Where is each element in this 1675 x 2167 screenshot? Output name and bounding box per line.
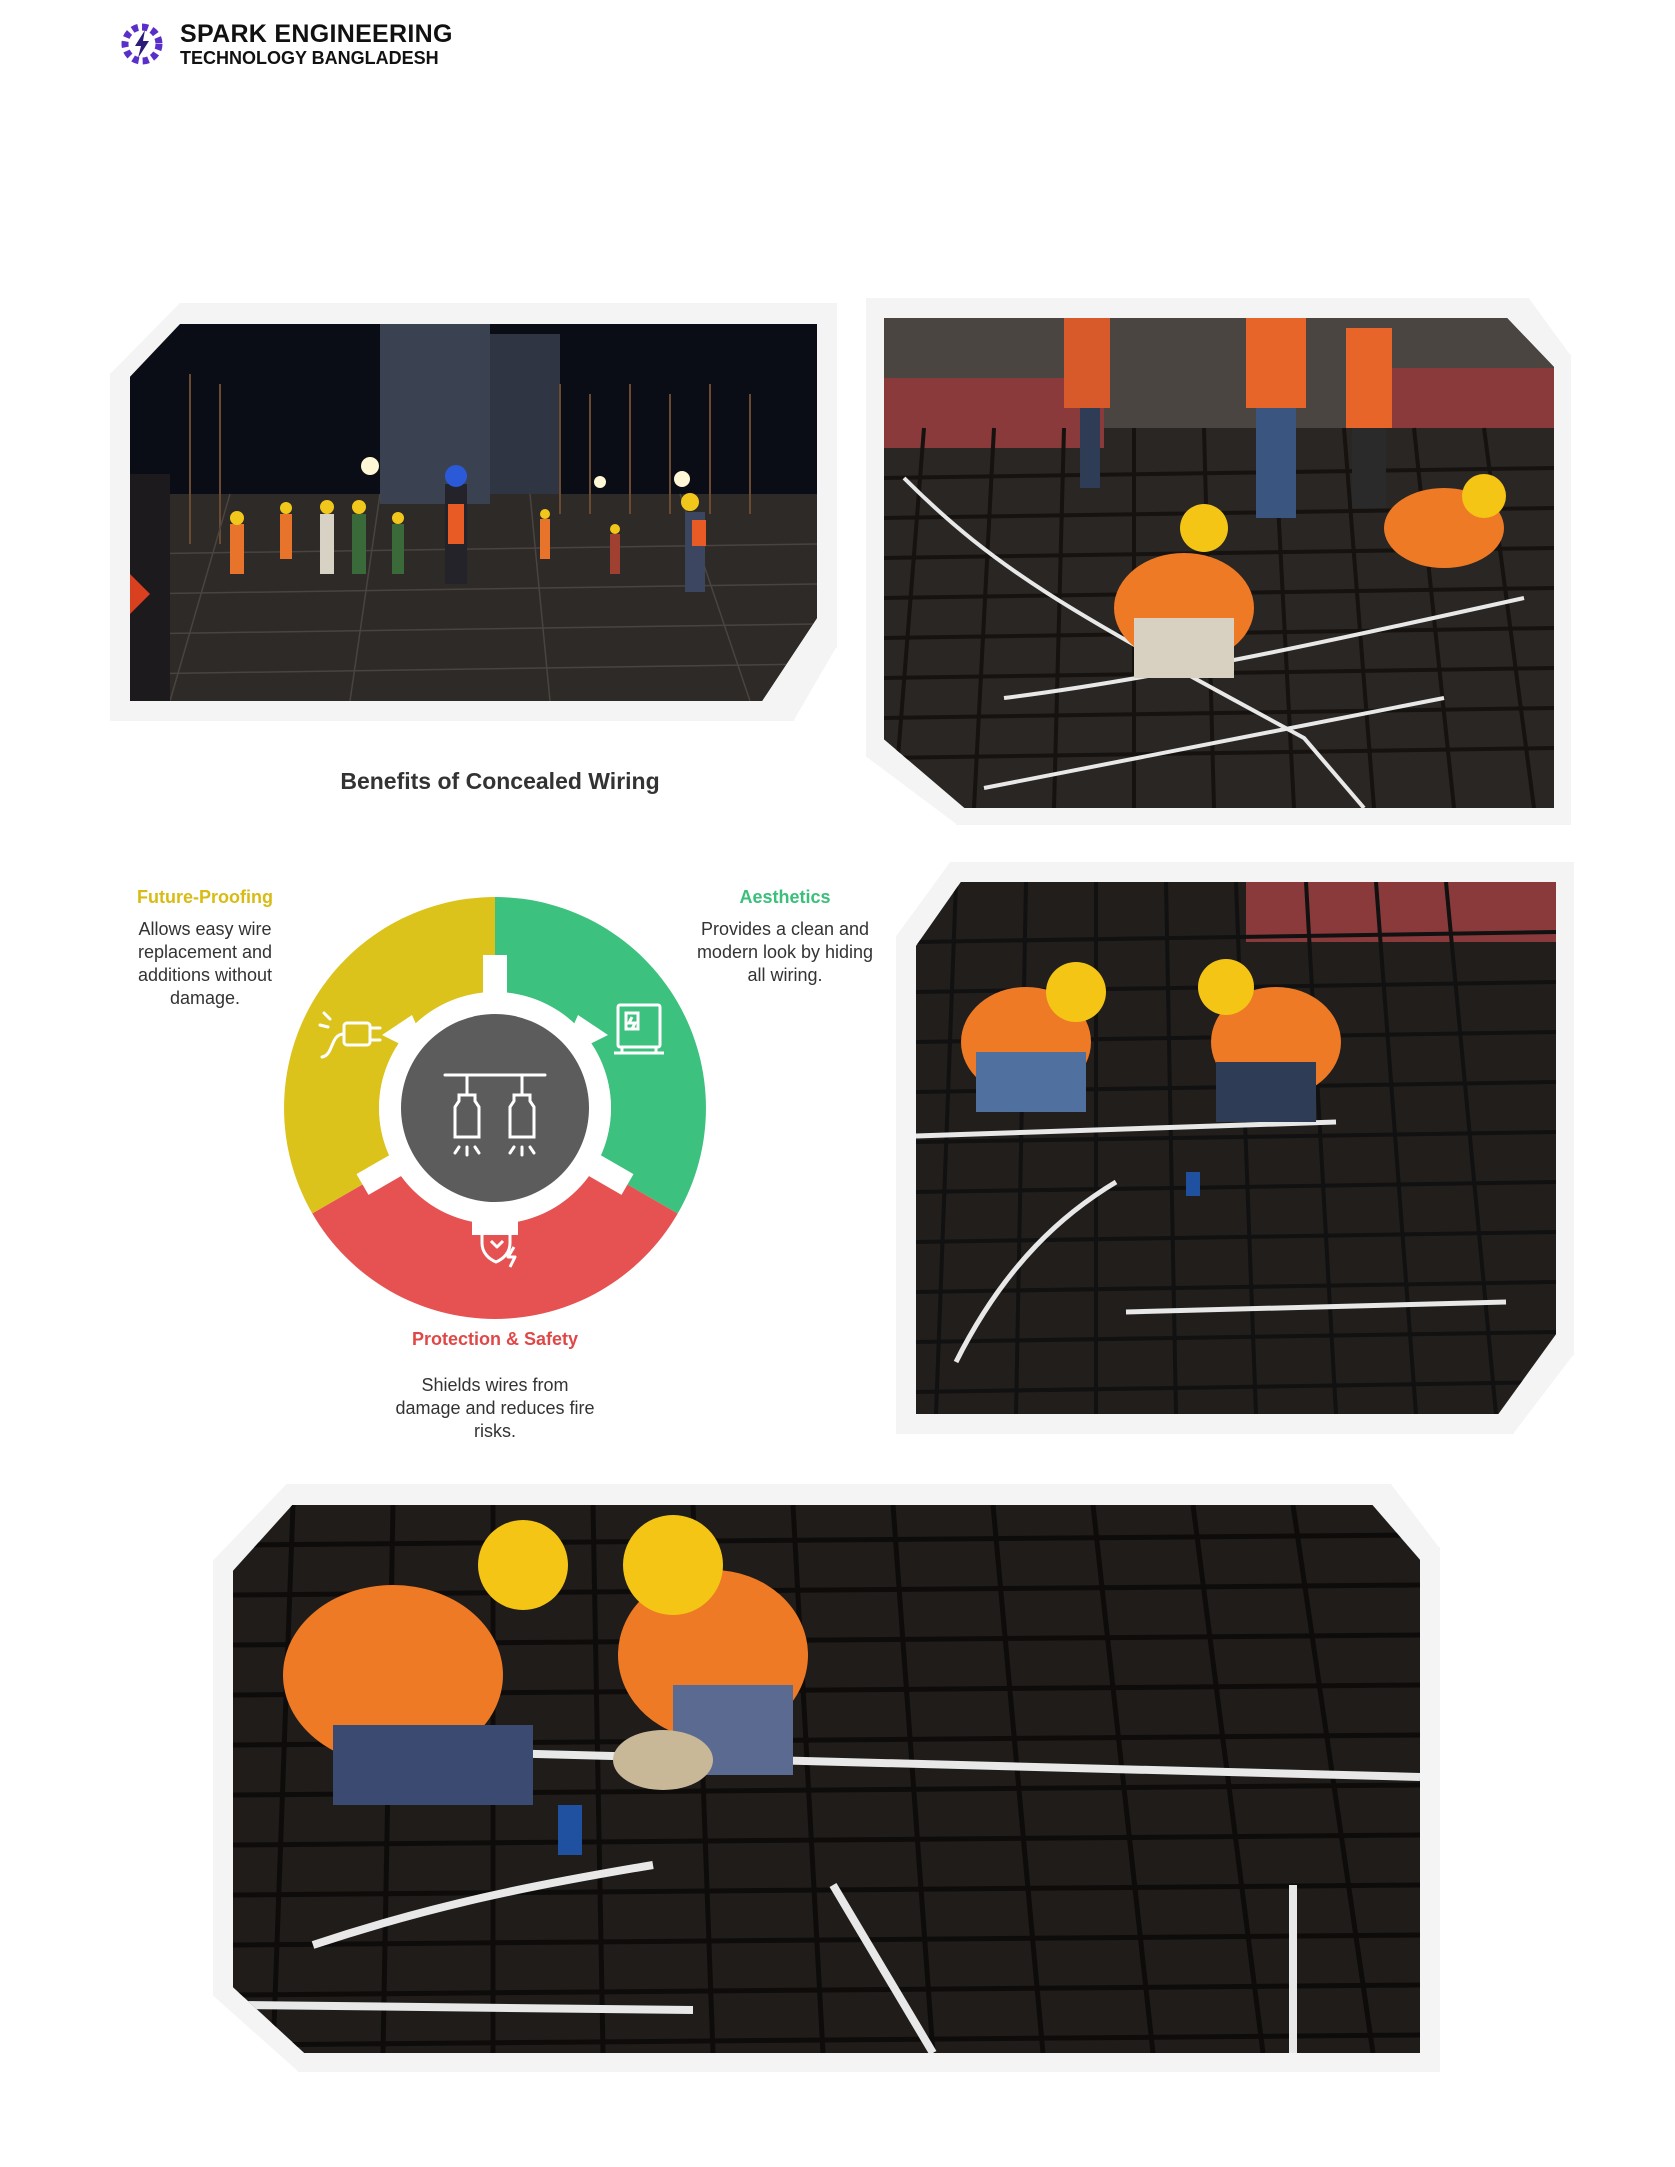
future-proofing-description: Allows easy wire replacement and additions without damage. [137, 919, 273, 1008]
night-site-workers-photo [130, 324, 817, 701]
company-name: SPARK ENGINEERING [180, 20, 453, 48]
future-proofing-title: Future-Proofing [137, 887, 273, 907]
aesthetics-description: Provides a clean and modern look by hiding all wiring. [696, 919, 874, 985]
benefits-donut-chart [282, 895, 708, 1321]
workers-conduit-closeup-photo [233, 1505, 1420, 2053]
gear-lightning-icon [118, 20, 166, 68]
aesthetics-title: Aesthetics [739, 887, 831, 907]
workers-fixing-conduit-photo [916, 882, 1556, 1414]
company-subtitle: TECHNOLOGY BANGLADESH [180, 48, 439, 68]
protection-safety-title: Protection & Safety [411, 1329, 579, 1349]
protection-safety-description: Shields wires from damage and reduces fire risks. [395, 1375, 595, 1441]
infographic-title: Benefits of Concealed Wiring [340, 768, 660, 794]
workers-laying-conduits-photo [884, 318, 1554, 808]
header [118, 20, 453, 68]
